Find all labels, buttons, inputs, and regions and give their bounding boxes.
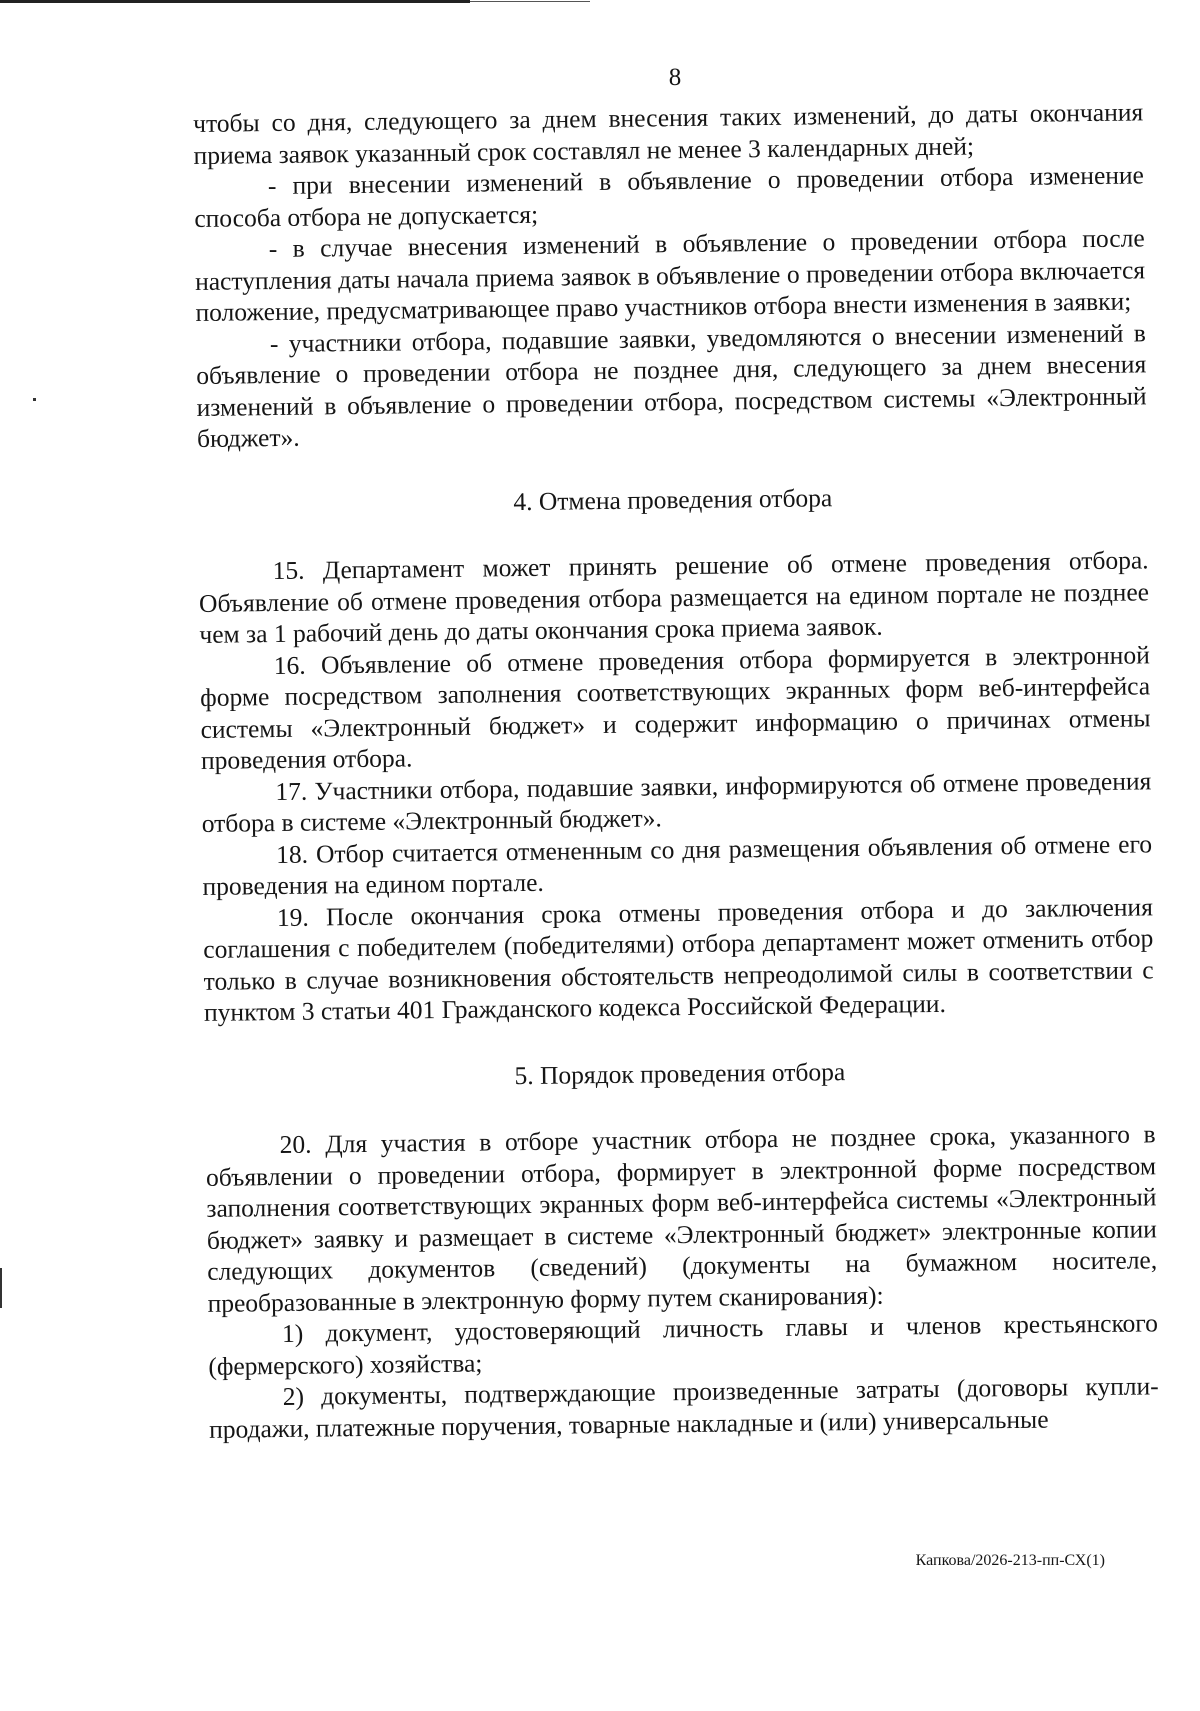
document-code: Капкова/2026-213-пп-СХ(1) <box>915 1552 1105 1569</box>
list-item-change-method: - при внесении изменений в объявление о проведении отбора изменение способа отбора не допускается; <box>194 160 1145 233</box>
list-item-change-after-start: - в случае внесения изменений в объявление о проведении отбора после наступления даты начала приема заявок в объявление о проведении отбора включается положение, предусматривающее право участников отбора внести изменения в заявки; <box>194 223 1146 327</box>
paragraph-17: 17. Участники отбора, подавшие заявки, информируются об отмене проведения отбора в системе «Электронный бюджет». <box>201 765 1152 838</box>
paragraph-16: 16. Объявление об отмене проведения отбора формируется в электронной форме посредством заполнения соответствующих экранных форм веб-интерфейса системы «Электронный бюджет» и содержит информацию о причинах отмены проведения отбора. <box>200 639 1151 775</box>
scan-speck <box>33 398 36 401</box>
list-item-notify-participants: - участники отбора, подавшие заявки, уведомляются о внесении изменений в объявление о проведении отбора не позднее дня, следующего за днем внесения изменений в объявление о проведении отбора, посредством системы «Электронный бюджет». <box>196 317 1147 453</box>
paragraph-19: 19. После окончания срока отмены проведения отбора и до заключения соглашения с победителем (победителями) отбора департамент может отменить отбор только в случае возникновения обстоятельств непреодолимой силы в соответствии с пунктом 3 статьи 401 Гражданского кодекса Российской Федерации. <box>203 891 1154 1027</box>
list-item-2: 2) документы, подтверждающие произведенные затраты (договоры купли-продажи, платежные поручения, товарные накладные и (или) универсальные <box>208 1371 1159 1444</box>
paragraph-15: 15. Департамент может принять решение об отмене проведения отбора. Объявление об отмене проведения отбора размещается на едином портале не позднее чем за 1 рабочий день до даты окончания срока приема заявок. <box>198 545 1150 649</box>
scan-top-rule <box>0 0 470 3</box>
paragraph-18: 18. Отбор считается отмененным со дня размещения объявления об отмене его проведения на едином портале. <box>202 828 1153 901</box>
scan-top-rule-faint <box>470 1 590 2</box>
section-4-heading: 4. Отмена проведения отбора <box>513 482 833 516</box>
document-body <box>193 96 1159 1445</box>
paragraph-continuation: чтобы со дня, следующего за днем внесения таких изменений, до даты окончания приема заявок указанный срок составлял не менее 3 календарных дней; <box>193 97 1144 170</box>
paragraph-20: 20. Для участия в отборе участник отбора не позднее срока, указанного в объявлении о проведении отбора, формирует в электронной форме посредством заполнения соответствующих экранных форм веб-интерфейса системы «Электронный бюджет» заявку и размещает в системе «Электронный бюджет» электронные копии следующих документов (сведений) (документы на бумажном носителе, преобразованные в электронную форму путем сканирования): <box>205 1119 1158 1318</box>
page-number: 8 <box>668 64 682 91</box>
list-item-1: 1) документ, удостоверяющий личность главы и членов крестьянского (фермерского) хозяйства; <box>208 1308 1159 1381</box>
section-5-heading: 5. Порядок проведения отбора <box>514 1056 846 1090</box>
scan-edge-mark <box>0 1268 2 1308</box>
